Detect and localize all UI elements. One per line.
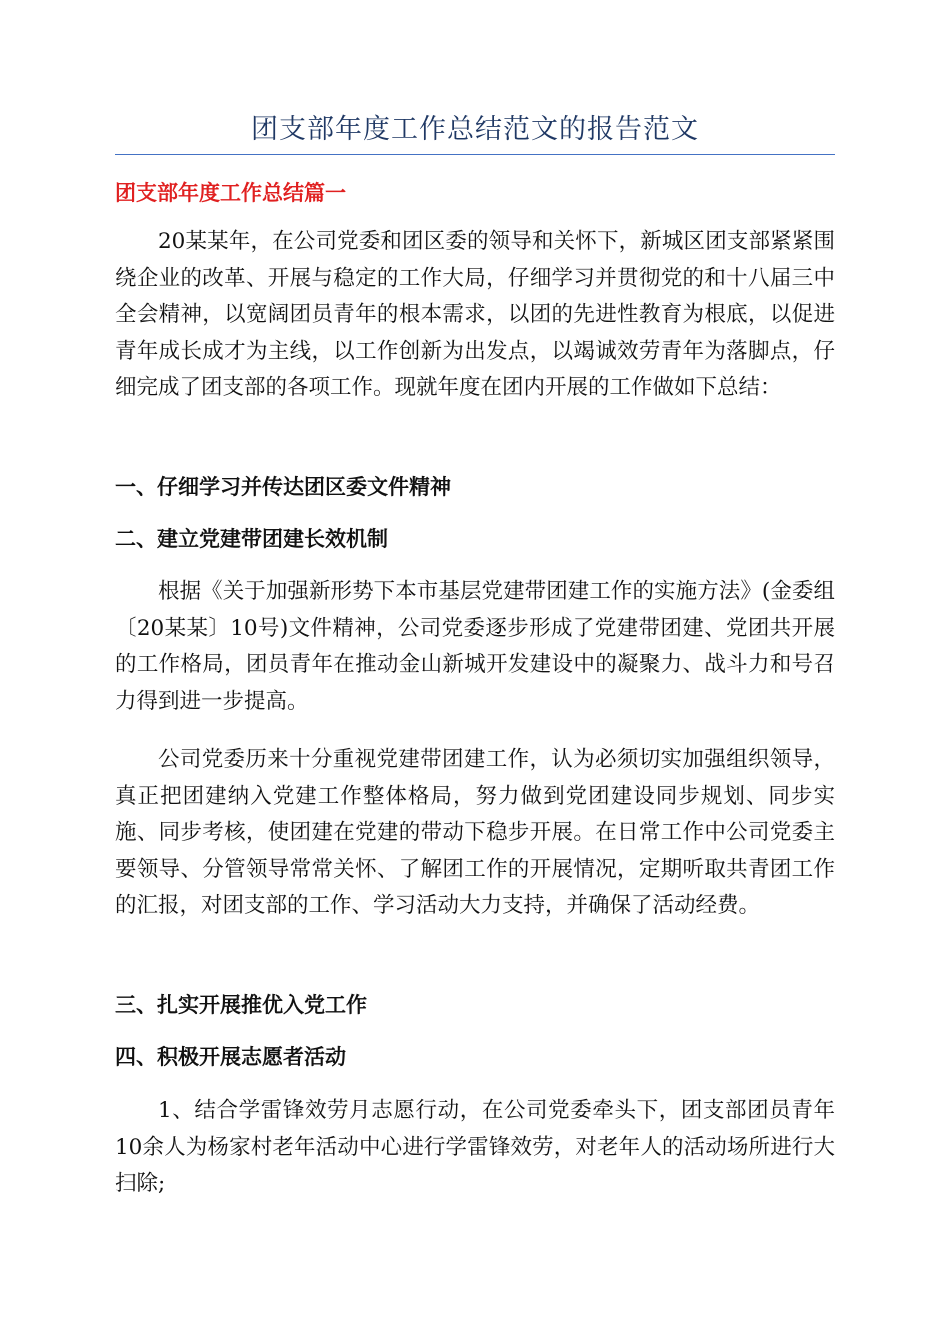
paragraph-intro: 20某某年，在公司党委和团区委的领导和关怀下，新城区团支部紧紧围绕企业的改革、开展与稳定的工作大局，仔细学习并贯彻党的和十八届三中全会精神，以宽阔团员青年的根本需求，以团的先进性教育为根底，以促进青年成长成才为主线，以工作创新为出发点，以竭诚效劳青年为落脚点，仔细完成了团支部的各项工作。现就年度在团内开展的工作做如下总结： xyxy=(115,229,835,400)
heading-3: 三、扎实开展推优入党工作 xyxy=(115,993,367,1017)
heading-2: 二、建立党建带团建长效机制 xyxy=(115,527,388,551)
paragraph-party-building: 根据《关于加强新形势下本市基层党建带团建工作的实施方法》(金委组〔20某某〕10号)文件精神，公司党委逐步形成了党建带团建、党团共开展的工作格局，团员青年在推动金山新城开发建设中的凝聚力、战斗力和号召力得到进一步提高。 xyxy=(115,579,835,714)
paragraph-party-committee: 公司党委历来十分重视党建带团建工作，认为必须切实加强组织领导，真正把团建纳入党建工作整体格局，努力做到党团建设同步规划、同步实施、同步考核，使团建在党建的带动下稳步开展。在日常工作中公司党委主要领导、分管领导常常关怀、了解团工作的开展情况，定期听取共青团工作的汇报，对团支部的工作、学习活动大力支持，并确保了活动经费。 xyxy=(115,747,835,918)
document-title: 团支部年度工作总结范文的报告范文 xyxy=(251,114,699,145)
title-underline xyxy=(115,154,835,155)
section-heading: 团支部年度工作总结篇一 xyxy=(115,181,346,205)
heading-1: 一、仔细学习并传达团区委文件精神 xyxy=(115,475,451,499)
heading-4: 四、积极开展志愿者活动 xyxy=(115,1045,346,1069)
paragraph-volunteer: 1、结合学雷锋效劳月志愿行动，在公司党委牵头下，团支部团员青年10余人为杨家村老年活动中心进行学雷锋效劳，对老年人的活动场所进行大扫除; xyxy=(115,1098,835,1196)
